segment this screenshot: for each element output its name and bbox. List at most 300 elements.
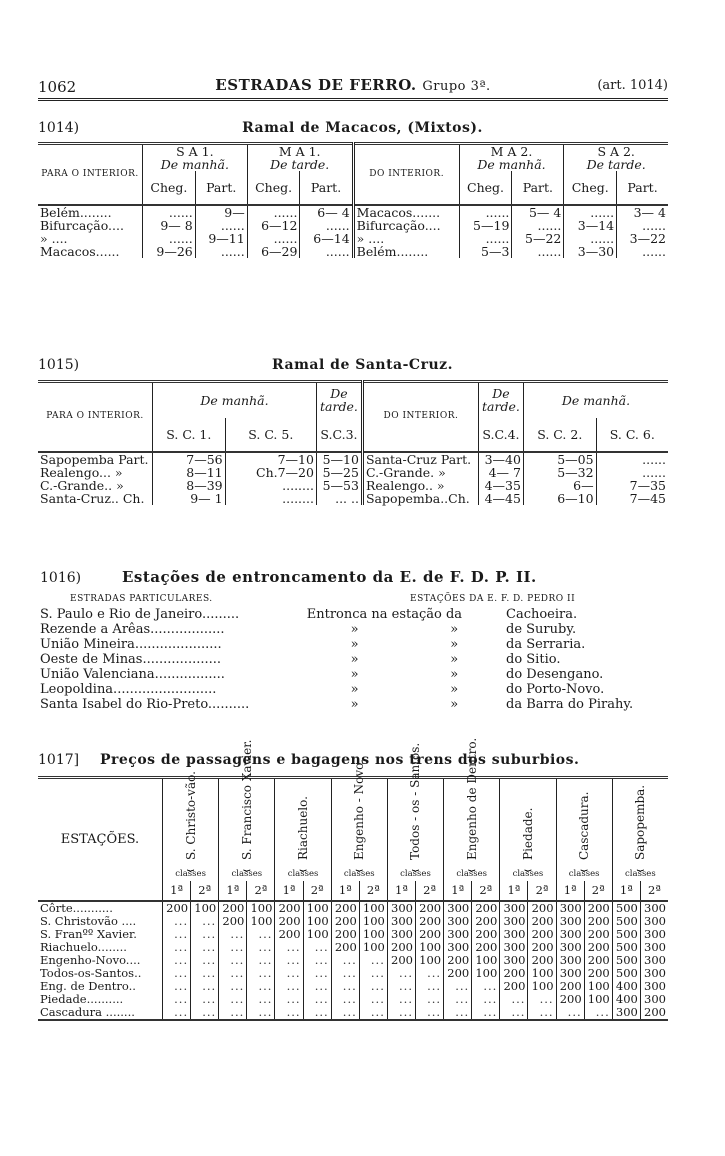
dot-leader: ... (455, 992, 470, 1006)
fare-cell: 500 (612, 941, 640, 954)
train-code: M A 2. (490, 144, 533, 159)
railway-name: Rezende a Arêas.................. (40, 622, 225, 637)
dot-leader: ... (258, 953, 273, 967)
dot-leader: ... (483, 979, 498, 993)
fare-cell: 100 (528, 967, 556, 980)
first-class-head: 1ª (500, 881, 528, 901)
time-cell: ...... (642, 451, 666, 467)
fare-cell: 300 (500, 954, 528, 967)
fare-cell: 200 (387, 954, 415, 967)
station-column-head (275, 778, 331, 869)
station-name: Realengo... » (38, 466, 153, 479)
fare-cell: 300 (444, 928, 472, 941)
dot-leader: ... (174, 1005, 189, 1019)
fare-cell: 100 (359, 901, 387, 915)
station-name: do Desengano. (506, 667, 604, 682)
first-class-head: 1ª (444, 881, 472, 901)
fare-cell: 100 (472, 967, 500, 980)
station-name: do Sitio. (506, 652, 561, 667)
section-title: Ramal de Santa-Cruz. (272, 357, 453, 373)
fare-cell: 300 (387, 901, 415, 915)
train-time: De tarde. (586, 157, 646, 172)
ditto-mark: » (450, 637, 459, 652)
junction-note: » (350, 622, 359, 637)
time-cell: ...... (143, 232, 196, 245)
time-cell: 3—14 (564, 219, 617, 232)
time-cell: 8—11 (153, 466, 226, 479)
fare-cell: 300 (644, 966, 666, 980)
train-time: De manhã. (160, 157, 229, 172)
dot-leader: ... (314, 992, 329, 1006)
dot-leader: ... (230, 1005, 245, 1019)
junction-note: » (350, 697, 359, 712)
fare-cell: 200 (500, 967, 528, 980)
time-cell: ........ (225, 492, 316, 505)
list-item (38, 622, 668, 637)
train-code: S. C. 5. (225, 418, 316, 452)
dot-leader: ... (202, 940, 217, 954)
second-class-head: 2ª (247, 881, 275, 901)
part-head: Part. (512, 171, 564, 205)
table-row (38, 492, 668, 505)
part-head: Part. (627, 180, 658, 195)
fare-cell: 300 (644, 901, 666, 915)
time-cell: 3—22 (629, 231, 666, 246)
fare-cell: 300 (644, 940, 666, 954)
dot-leader: ... (258, 966, 273, 980)
fare-cell: 300 (556, 954, 584, 967)
train-code: M A 1. (278, 144, 321, 159)
fare-cell (528, 1006, 556, 1020)
timetable-santa-cruz (38, 380, 668, 505)
time-cell: ........ (225, 479, 316, 492)
time-cell: 9—26 (143, 245, 196, 258)
time-cell: 4— 7 (478, 466, 523, 479)
time-cell: ...... (143, 205, 196, 219)
fare-cell: 200 (444, 967, 472, 980)
junction-list (38, 607, 668, 712)
dot-leader: ... (399, 1005, 413, 1019)
fare-cell (275, 1006, 303, 1020)
station-column-head (444, 737, 500, 871)
station-name: Eng. de Dentro.. (38, 980, 163, 993)
station-name: S. Franºº Xavier. (38, 928, 163, 941)
time-cell: 6—29 (247, 245, 300, 258)
dot-leader: ... (286, 953, 301, 967)
train-head (247, 144, 353, 172)
dot-leader: ... (174, 966, 189, 980)
fare-cell (444, 1006, 472, 1020)
first-class-head: 1ª (219, 881, 247, 901)
dot-leader: ... (567, 1005, 582, 1019)
column-head: DO INTERIOR. (362, 382, 478, 452)
station-name: Sapopemba..Ch. (362, 492, 478, 505)
station-name: Cachoeira. (506, 607, 578, 622)
classes-label: classes (387, 868, 443, 881)
second-class-head: 2ª (303, 881, 331, 901)
train-code: S A 1. (176, 144, 214, 159)
fare-cell: 200 (584, 954, 612, 967)
time-cell: 9—11 (195, 232, 247, 245)
brace-mark: ⏟ (580, 857, 588, 871)
fare-cell: 200 (528, 941, 556, 954)
train-code: S.C.4. (478, 418, 523, 452)
railway-name: Oeste de Minas................... (40, 652, 221, 667)
station-column-head (612, 778, 668, 869)
classes-label: classes (556, 868, 612, 881)
time-cell: 5—19 (459, 219, 512, 232)
fare-cell: 200 (415, 928, 443, 941)
dot-leader: ... (230, 992, 245, 1006)
table-row (38, 901, 668, 915)
list-item (38, 682, 668, 697)
classes-label: classes (500, 868, 556, 881)
station-name: Cascadura ........ (38, 1006, 163, 1020)
classes-label: classes (163, 868, 219, 881)
fare-cell: 300 (644, 992, 666, 1006)
dot-leader: ... (202, 1005, 217, 1019)
dot-leader: ... (342, 992, 357, 1006)
time-cell: 4—35 (478, 479, 523, 492)
fare-cell: 200 (415, 901, 443, 915)
fare-cell: 500 (612, 954, 640, 967)
dot-leader: ... (230, 979, 245, 993)
dot-leader: ... (539, 1005, 554, 1019)
fare-cell: 200 (415, 915, 443, 928)
fare-cell: 300 (644, 927, 666, 941)
cheg-head: Cheg. (143, 171, 196, 205)
station-name: » .... (38, 232, 143, 245)
dot-leader: ... (314, 953, 329, 967)
fare-cell: 100 (359, 928, 387, 941)
fare-cell: 100 (303, 901, 331, 915)
time-cell: 8—39 (153, 479, 226, 492)
time-cell: ...... (642, 244, 666, 259)
station-name: Belém........ (353, 245, 459, 258)
train-head (459, 144, 564, 172)
fare-cell: 300 (444, 901, 472, 915)
train-code: S. C. 2. (523, 418, 596, 452)
station-label: Engenho - Novo. (352, 759, 367, 860)
dot-leader: ... (202, 966, 217, 980)
time-cell: 7—45 (629, 490, 666, 506)
dot-leader: ... (286, 992, 301, 1006)
fare-cell: 200 (219, 915, 247, 928)
part-head: Part. (300, 171, 353, 205)
station-name: da Barra do Pirahy. (506, 697, 634, 712)
fare-cell: 200 (556, 993, 584, 1006)
cheg-head: Cheg. (247, 171, 300, 205)
second-class-head: 2ª (472, 881, 500, 901)
second-class-head: 2ª (584, 881, 612, 901)
classes-label: classes (331, 868, 387, 881)
time-cell: ...... (564, 205, 617, 219)
brace-mark: ⏟ (524, 857, 532, 871)
time-cell: 5—3 (459, 245, 512, 258)
dot-leader: ... (342, 1005, 357, 1019)
fare-cell: 200 (556, 980, 584, 993)
ditto-mark: » (450, 667, 459, 682)
railway-name: S. Paulo e Rio de Janeiro......... (40, 607, 240, 622)
fare-cell: 100 (584, 993, 612, 1006)
section-number: 1015) (38, 357, 80, 373)
dot-leader: ... (427, 1005, 442, 1019)
fare-cell: 200 (644, 1005, 666, 1019)
station-name: Piedade.......... (38, 993, 163, 1006)
table-row (38, 219, 668, 232)
time-cell: ...... (459, 232, 512, 245)
time-cell: 6— 4 (300, 205, 353, 219)
fare-cell: 200 (472, 928, 500, 941)
dot-leader: ... (511, 992, 526, 1006)
first-class-head: 1ª (556, 881, 584, 901)
classes-label: classes (275, 868, 331, 881)
fare-cell: 500 (612, 901, 640, 915)
second-class-head: 2ª (359, 881, 387, 901)
junction-note: » (350, 637, 359, 652)
station-column-head (219, 739, 275, 871)
dot-leader: ... (455, 979, 470, 993)
first-class-head: 1ª (275, 881, 303, 901)
station-name: Engenho-Novo.... (38, 954, 163, 967)
railway-name: Santa Isabel do Rio-Preto.......... (40, 697, 250, 712)
section-title: Ramal de Macacos, (Mixtos). (242, 120, 483, 136)
dot-leader: ... (202, 953, 217, 967)
cheg-head: Cheg. (564, 171, 617, 205)
dot-leader: ... (230, 953, 245, 967)
time-cell: ...... (247, 232, 300, 245)
dot-leader: ... (174, 992, 189, 1006)
fare-cell (472, 1006, 500, 1020)
dot-leader: ... (595, 1005, 610, 1019)
dot-leader: ... (202, 927, 217, 941)
classes-label: classes (219, 868, 275, 881)
fare-cell (556, 1006, 584, 1020)
section-number: 1017] (38, 752, 80, 768)
station-name: Côrte........... (38, 901, 163, 915)
group-text: Grupo 3ª. (422, 79, 491, 94)
fare-cell: 100 (528, 980, 556, 993)
fare-cell: 200 (472, 915, 500, 928)
section-title: Estações de entroncamento da E. de F. D. P. II. (122, 568, 537, 586)
time-cell: 7—35 (629, 477, 666, 493)
station-name: Macacos...... (38, 245, 143, 258)
section-title: Preços de passagens e bagagens nos trens dos suburbios. (100, 752, 580, 768)
junction-note: » (350, 667, 359, 682)
dot-leader: ... (286, 1005, 301, 1019)
time-cell: ...... (512, 219, 564, 232)
station-name: Realengo.. » (362, 479, 478, 492)
fare-cell: 300 (500, 928, 528, 941)
fare-cell: 200 (331, 915, 359, 928)
fare-cell (387, 1006, 415, 1020)
dot-leader: ... (314, 966, 329, 980)
station-name: » .... (353, 232, 459, 245)
list-item (38, 637, 668, 652)
time-cell: ...... (642, 218, 666, 233)
dot-leader: ... (286, 979, 301, 993)
time-cell: ...... (195, 219, 247, 232)
dot-leader: ... (202, 914, 217, 928)
time-cell: 5—22 (512, 232, 564, 245)
station-label: S. Christo-vão. (183, 771, 198, 860)
fare-cell: 300 (387, 928, 415, 941)
dot-leader: ... (370, 953, 385, 967)
dot-leader: ... (174, 940, 189, 954)
brace-mark: ⏟ (468, 857, 476, 871)
fare-cell: 300 (612, 1006, 640, 1020)
dot-leader: ... (258, 992, 273, 1006)
fare-cell: 100 (191, 901, 219, 915)
dot-leader: ... (258, 1005, 273, 1019)
dot-leader: ... (399, 966, 413, 980)
fare-cell: 100 (303, 928, 331, 941)
list-item (38, 667, 668, 682)
station-name: Macacos....... (353, 205, 459, 219)
fare-cell (415, 1006, 443, 1020)
station-label: Piedade. (520, 807, 535, 860)
train-code: S. C. 1. (153, 418, 226, 452)
station-name: Bifurcação.... (38, 219, 143, 232)
train-code: S A 2. (597, 144, 635, 159)
running-title (38, 76, 668, 94)
fare-cell: 200 (528, 901, 556, 915)
list-item (38, 697, 668, 712)
station-label: Riachuelo. (296, 796, 311, 860)
fare-cell: 200 (528, 928, 556, 941)
brace-mark: ⏟ (636, 857, 644, 871)
dot-leader: ... (539, 992, 554, 1006)
time-cell: ... .. (316, 492, 362, 505)
section-number: 1016) (40, 570, 82, 586)
train-head (564, 144, 668, 172)
fare-cell: 200 (528, 915, 556, 928)
column-head: DO INTERIOR. (353, 144, 459, 206)
fare-cell: 200 (163, 901, 191, 915)
brace-mark: ⏟ (355, 857, 363, 871)
time-cell: 3—40 (478, 452, 523, 466)
fare-cell: 300 (444, 941, 472, 954)
brace-mark: ⏟ (299, 857, 307, 871)
fare-cell: 200 (584, 901, 612, 915)
station-label: Todos - os - Santos. (408, 742, 423, 860)
dot-leader: ... (511, 1005, 526, 1019)
railway-name: União Mineira..................... (40, 637, 222, 652)
dot-leader: ... (174, 979, 189, 993)
time-cell: 9— 1 (153, 492, 226, 505)
first-class-head: 1ª (331, 881, 359, 901)
fare-cell: 200 (584, 941, 612, 954)
time-cell: 3—30 (564, 245, 617, 258)
dot-leader: ... (427, 966, 442, 980)
dot-leader: ... (455, 1005, 470, 1019)
fare-cell: 300 (556, 967, 584, 980)
fare-cell: 200 (472, 901, 500, 915)
station-label: Cascadura. (577, 791, 592, 860)
fare-cell: 300 (500, 915, 528, 928)
part-head: Part. (195, 171, 247, 205)
fare-cell: 200 (444, 954, 472, 967)
fare-cell (359, 1006, 387, 1020)
time-cell: ...... (247, 205, 300, 219)
second-class-head: 2ª (191, 881, 219, 901)
cheg-head: Cheg. (459, 171, 512, 205)
station-column-head (387, 742, 443, 871)
fare-cell: 300 (500, 941, 528, 954)
time-cell: 5—05 (523, 452, 596, 466)
fare-cell (500, 1006, 528, 1020)
ditto-mark: » (450, 697, 459, 712)
brace-mark: ⏟ (243, 857, 251, 871)
station-label: Engenho de Dentro. (464, 737, 479, 860)
dot-leader: ... (370, 1005, 385, 1019)
table-row (38, 466, 668, 479)
time-cell: 6—10 (523, 492, 596, 505)
railway-name: União Valenciana................. (40, 667, 225, 682)
train-head (143, 144, 248, 172)
ditto-mark: » (450, 682, 459, 697)
station-name: C.-Grande.. » (38, 479, 153, 492)
dot-leader: ... (230, 966, 245, 980)
fare-cell: 200 (275, 928, 303, 941)
brace-mark: ⏟ (187, 857, 195, 871)
title-text: ESTRADAS DE FERRO. (215, 76, 417, 94)
time-cell: ...... (300, 245, 353, 258)
fare-cell (219, 1006, 247, 1020)
fare-cell (331, 1006, 359, 1020)
period-head: De manhã. (153, 382, 317, 418)
fare-cell: 200 (219, 901, 247, 915)
dot-leader: ... (427, 979, 442, 993)
station-name: Bifurcação.... (353, 219, 459, 232)
dot-leader: ... (399, 979, 413, 993)
dot-leader: ... (370, 992, 385, 1006)
junction-note: » (350, 682, 359, 697)
fare-cell (584, 1006, 612, 1020)
dot-leader: ... (258, 940, 273, 954)
classes-label: classes (444, 868, 500, 881)
column-head: ESTRADAS PARTICULARES. (70, 594, 213, 604)
junction-note: » (350, 652, 359, 667)
fare-cell: 200 (472, 941, 500, 954)
section-number: 1014) (38, 120, 80, 136)
column-head: PARA O INTERIOR. (38, 382, 153, 452)
station-column-head (163, 771, 219, 871)
station-name: Todos-os-Santos.. (38, 967, 163, 980)
period-head: De tarde. (478, 382, 523, 418)
dot-leader: ... (202, 992, 217, 1006)
fare-cell: 100 (415, 941, 443, 954)
dot-leader: ... (202, 979, 217, 993)
dot-leader: ... (174, 953, 189, 967)
fare-cell: 200 (331, 928, 359, 941)
list-item (38, 607, 668, 622)
table-row (38, 479, 668, 492)
time-cell: 3— 4 (633, 205, 666, 220)
fare-cell: 100 (247, 901, 275, 915)
column-head: PARA O INTERIOR. (38, 144, 143, 206)
timetable-macacos (38, 142, 668, 258)
station-name: do Porto-Novo. (506, 682, 605, 697)
station-column-head (500, 778, 556, 869)
fare-cell: 300 (500, 901, 528, 915)
fare-cell: 300 (444, 915, 472, 928)
fare-cell: 100 (303, 915, 331, 928)
dot-leader: ... (174, 927, 189, 941)
railway-name: Leopoldina......................... (40, 682, 217, 697)
dot-leader: ... (286, 940, 301, 954)
fare-cell: 100 (247, 915, 275, 928)
